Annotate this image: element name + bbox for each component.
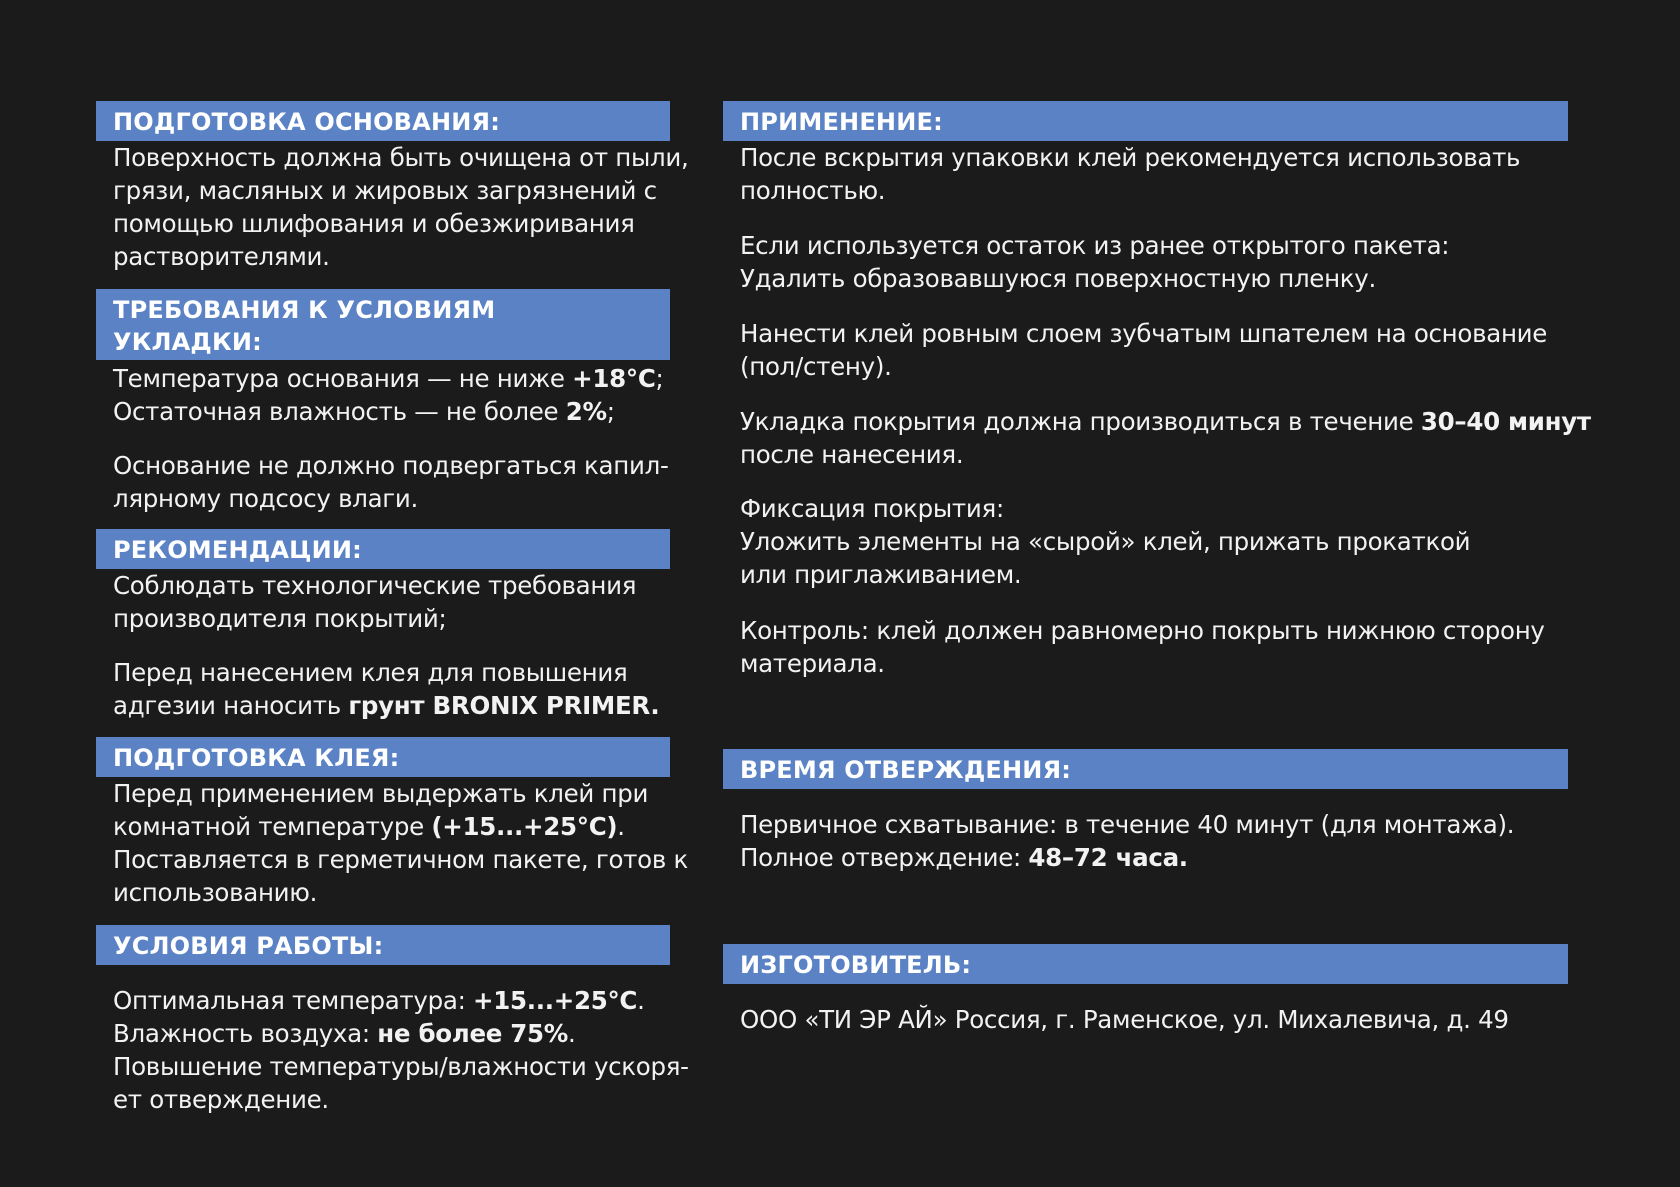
humidity-line: Остаточная влажность — не более 2%; — [113, 397, 615, 426]
text-line: после нанесения. — [740, 440, 964, 469]
work-conditions-text — [113, 984, 689, 1116]
capillary-text — [113, 449, 669, 515]
section-header-curing-time — [723, 749, 1568, 789]
text-line: Поставляется в герметичном пакете, готов к — [113, 845, 688, 874]
text-line: или приглаживанием. — [740, 560, 1022, 589]
section-header-work-conditions — [96, 925, 670, 965]
section-header-conditions — [96, 289, 670, 360]
manufacturer-text — [740, 1003, 1509, 1036]
curing-text — [740, 808, 1514, 874]
conditions-text — [113, 362, 663, 428]
text-line: После вскрытия упаковки клей рекомендуется использовать — [740, 143, 1521, 172]
section-title: ПРИМЕНЕНИЕ: — [740, 108, 943, 136]
text-line: Перед нанесением клея для повышения — [113, 658, 628, 687]
application-paragraph-2 — [740, 229, 1449, 295]
application-paragraph-3 — [740, 317, 1547, 383]
text-line: Соблюдать технологические требования — [113, 571, 637, 600]
optimal-temp-line: Оптимальная температура: +15...+25°C. — [113, 986, 645, 1015]
application-paragraph-4 — [740, 405, 1591, 471]
laying-time-line: Укладка покрытия должна производиться в течение 30–40 минут — [740, 407, 1591, 436]
text-line: Фиксация покрытия: — [740, 494, 1004, 523]
section-header-glue-prep — [96, 737, 670, 777]
text-line: грязи, масляных и жировых загрязнений с — [113, 176, 657, 205]
section-header-manufacturer — [723, 944, 1568, 984]
recommendations-text-1 — [113, 569, 636, 635]
temperature-line: Температура основания — не ниже +18°C; — [113, 364, 664, 393]
recommendations-text-2 — [113, 656, 659, 722]
text-line: растворителями. — [113, 242, 330, 271]
text-line: Нанести клей ровным слоем зубчатым шпателем на основание — [740, 319, 1548, 348]
text-line: производителя покрытий; — [113, 604, 447, 633]
text-line: Перед применением выдержать клей при — [113, 779, 649, 808]
section-title: ВРЕМЯ ОТВЕРЖДЕНИЯ: — [740, 756, 1072, 784]
text-line: Первичное схватывание: в течение 40 минут (для монтажа). — [740, 810, 1515, 839]
section-header-base-prep — [96, 101, 670, 141]
text-line: Повышение температуры/влажности ускоря- — [113, 1052, 689, 1081]
section-title-line: УКЛАДКИ: — [113, 328, 262, 356]
section-header-recommendations — [96, 529, 670, 569]
application-paragraph-5 — [740, 492, 1470, 591]
text-line: помощью шлифования и обезжиривания — [113, 209, 635, 238]
section-title-line: ТРЕБОВАНИЯ К УСЛОВИЯМ — [113, 296, 496, 324]
text-line: материала. — [740, 649, 885, 678]
air-humidity-line: Влажность воздуха: не более 75%. — [113, 1019, 576, 1048]
room-temp-line: комнатной температуре (+15...+25°C). — [113, 812, 625, 841]
text-line: использованию. — [113, 878, 318, 907]
base-prep-text — [113, 141, 689, 273]
text-line: Основание не должно подвергаться капил- — [113, 451, 669, 480]
application-paragraph-1 — [740, 141, 1520, 207]
text-line: Если используется остаток из ранее открытого пакета: — [740, 231, 1450, 260]
text-line: ет отверждение. — [113, 1085, 329, 1114]
section-header-application — [723, 101, 1568, 141]
text-line: лярному подсосу влаги. — [113, 484, 418, 513]
section-title: ПОДГОТОВКА КЛЕЯ: — [113, 744, 400, 772]
text-line: полностью. — [740, 176, 886, 205]
section-title: РЕКОМЕНДАЦИИ: — [113, 536, 362, 564]
text-line: (пол/стену). — [740, 352, 892, 381]
manufacturer-address: ООО «ТИ ЭР АЙ» Россия, г. Раменское, ул. Михалевича, д. 49 — [740, 1005, 1509, 1034]
section-title: ПОДГОТОВКА ОСНОВАНИЯ: — [113, 108, 500, 136]
section-title: ИЗГОТОВИТЕЛЬ: — [740, 951, 972, 979]
text-line: Контроль: клей должен равномерно покрыть нижнюю сторону — [740, 616, 1545, 645]
text-line: Удалить образовавшуюся поверхностную пленку. — [740, 264, 1376, 293]
primer-line: адгезии наносить грунт BRONIX PRIMER. — [113, 691, 660, 720]
text-line: Поверхность должна быть очищена от пыли, — [113, 143, 689, 172]
section-title: УСЛОВИЯ РАБОТЫ: — [113, 932, 384, 960]
full-cure-line: Полное отверждение: 48–72 часа. — [740, 843, 1188, 872]
glue-prep-text — [113, 777, 688, 909]
application-paragraph-6 — [740, 614, 1545, 680]
text-line: Уложить элементы на «сырой» клей, прижать прокаткой — [740, 527, 1471, 556]
